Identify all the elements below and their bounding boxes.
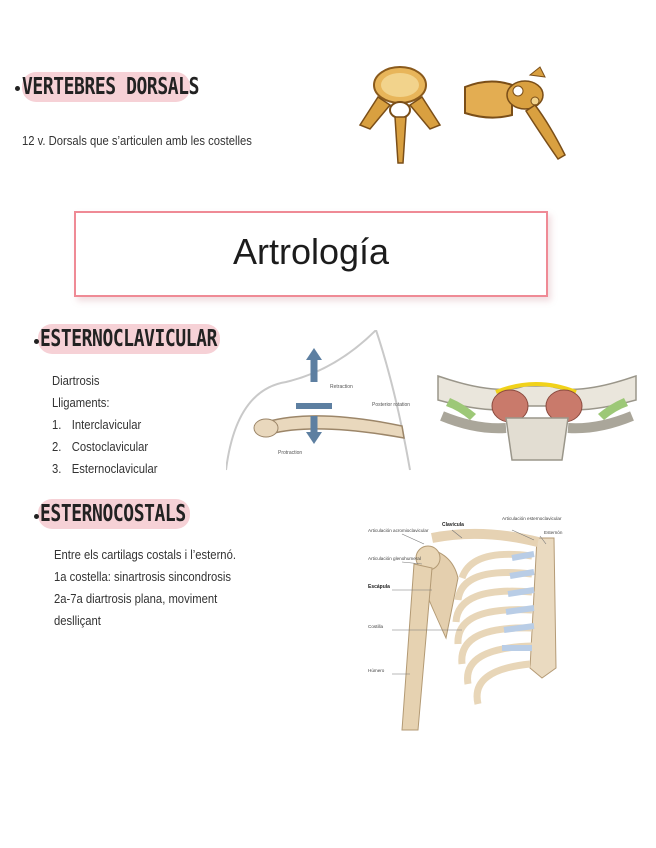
vertebra-lateral-view <box>465 67 565 159</box>
title-box <box>74 211 548 297</box>
ligament-list <box>52 414 157 480</box>
list-item: 1. Interclavicular <box>52 418 142 432</box>
label-costilla: Costilla <box>368 624 384 629</box>
label-retraction: Retraction <box>330 384 353 390</box>
label-escapula: Escápula <box>368 584 390 590</box>
label-art-acromioclavicular: Articulación acromioclavicular <box>368 528 429 533</box>
lligaments-label: Lligaments: <box>52 396 110 410</box>
list-item: 2. Costoclavicular <box>52 440 149 454</box>
dorsals-description: 12 v. Dorsals que s’articulen amb les costelles <box>22 134 252 148</box>
bullet <box>15 86 20 91</box>
thoracic-vertebra-image <box>340 55 600 175</box>
esternoclavicular-text <box>52 370 157 480</box>
bullet <box>34 339 39 344</box>
label-humero: Húmero <box>368 668 385 673</box>
sternoclavicular-joint-image <box>436 356 638 464</box>
joint-type: Diartrosis <box>52 374 100 388</box>
heading-esternocostals: ESTERNOCOSTALS <box>40 501 186 527</box>
vertebra-superior-view <box>360 67 440 163</box>
thorax-anatomy-image <box>362 508 582 736</box>
list-item: 3. Esternoclavicular <box>52 462 158 476</box>
bullet <box>34 514 39 519</box>
label-protraction: Protraction <box>278 450 303 456</box>
text-line: 2a-7a diartrosis plana, moviment <box>54 592 218 606</box>
shoulder-movement-image <box>226 330 412 478</box>
esternocostals-text <box>54 544 236 632</box>
label-clavicula: Clavícula <box>442 522 464 528</box>
text-line: 1a costella: sinartrosis sincondrosis <box>54 570 231 584</box>
label-art-glenohumeral: Articulación glenohumeral <box>368 556 421 561</box>
heading-esternoclavicular: ESTERNOCLAVICULAR <box>40 326 217 352</box>
heading-vertebres-dorsals: VERTEBRES DORSALS <box>22 74 199 100</box>
text-line: Entre els cartilags costals i l’esternó. <box>54 548 236 562</box>
label-art-esternoclavicular: Articulación esternoclavicular <box>502 516 562 521</box>
text-line: deslliçant <box>54 614 101 628</box>
label-esternon: Esternón <box>544 530 563 535</box>
page-title: Artrología <box>232 231 390 272</box>
label-posterior-rotation: Posterior rotation <box>372 402 411 408</box>
